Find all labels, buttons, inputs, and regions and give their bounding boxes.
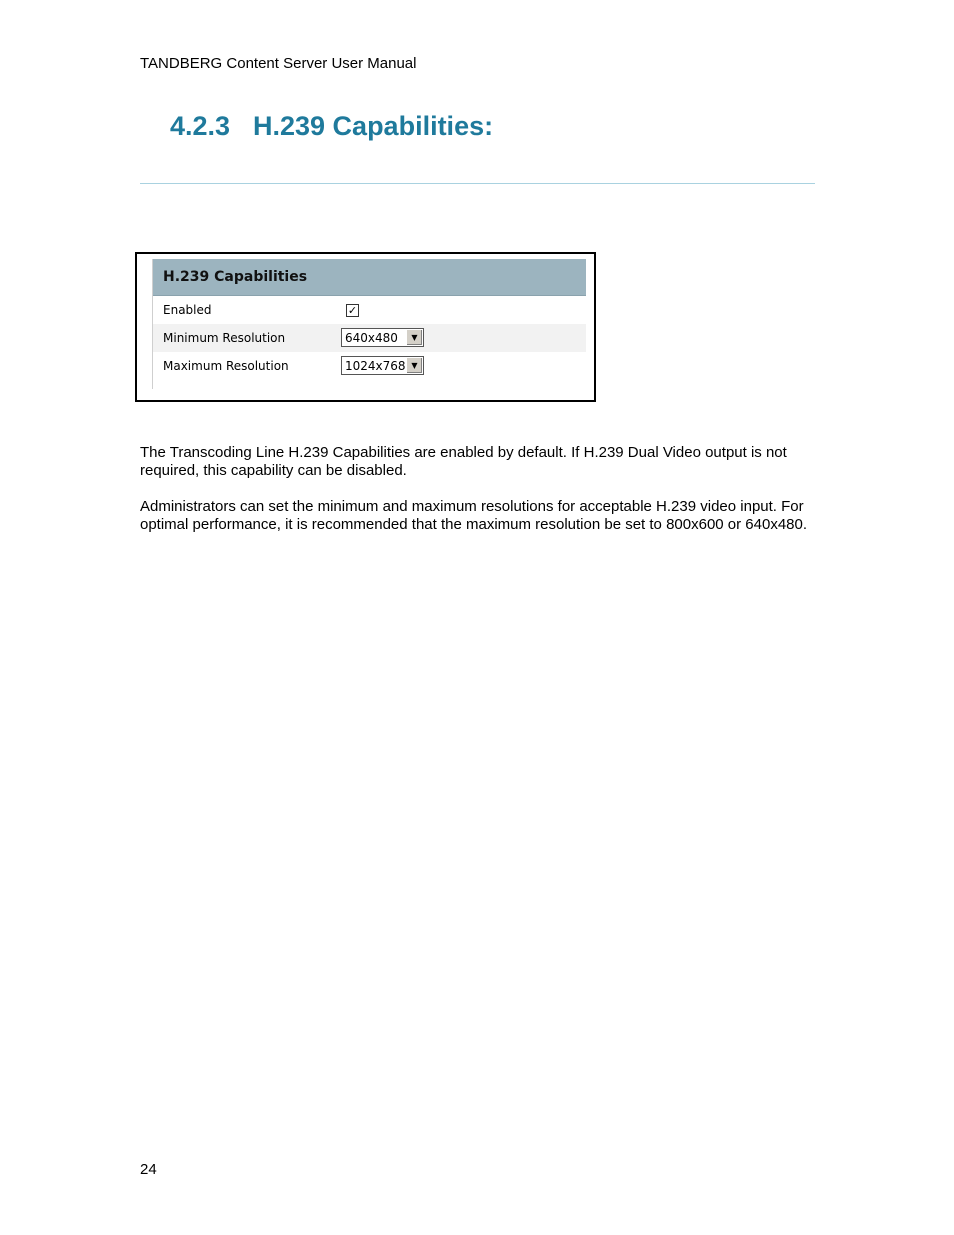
- maximum-resolution-row: [153, 352, 586, 380]
- body-paragraph-2: Administrators can set the minimum and maximum resolutions for acceptable H.239 video input. For optimal performance, it is recommended that the maximum resolution be set to 800x600 or 640x480.: [140, 498, 808, 533]
- enabled-label: Enabled: [163, 303, 212, 317]
- section-title: H.239 Capabilities:: [253, 111, 494, 141]
- body-paragraph-1: The Transcoding Line H.239 Capabilities are enabled by default. If H.239 Dual Video output is not required, this capability can be disabled.: [140, 444, 787, 479]
- minimum-resolution-row: [153, 324, 586, 352]
- enabled-row: [153, 296, 586, 324]
- minimum-resolution-value: 640x480: [345, 331, 398, 345]
- screenshot-figure: [135, 252, 596, 402]
- maximum-resolution-value: 1024x768: [345, 359, 406, 373]
- chevron-down-icon[interactable]: ▼: [406, 358, 422, 373]
- page-number: 24: [140, 1161, 157, 1178]
- section-number: 4.2.3: [170, 111, 231, 141]
- minimum-resolution-select[interactable]: [341, 328, 424, 347]
- enabled-checkbox[interactable]: [346, 304, 359, 317]
- panel-title: H.239 Capabilities: [153, 259, 586, 296]
- h239-capabilities-panel: [152, 259, 586, 389]
- checkmark-icon: ✓: [347, 304, 358, 317]
- minimum-resolution-label: Minimum Resolution: [163, 331, 286, 345]
- maximum-resolution-select[interactable]: [341, 356, 424, 375]
- chevron-down-icon[interactable]: ▼: [406, 330, 422, 345]
- running-header: TANDBERG Content Server User Manual: [140, 55, 417, 72]
- maximum-resolution-label: Maximum Resolution: [163, 359, 289, 373]
- heading-divider: [140, 183, 815, 184]
- section-heading: [170, 111, 493, 142]
